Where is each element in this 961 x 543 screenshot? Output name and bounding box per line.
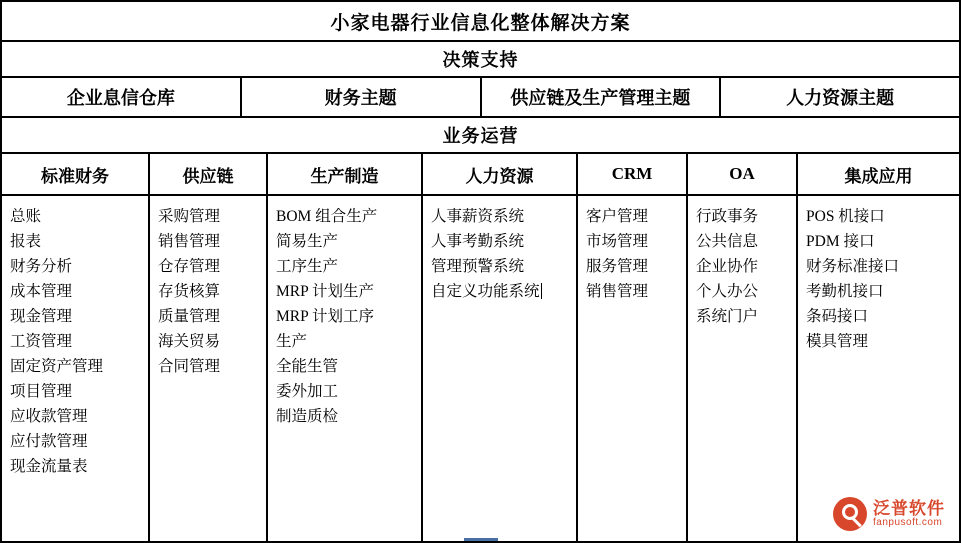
column-body-supply-chain: [150, 196, 266, 541]
list-item[interactable]: 固定资产管理: [10, 358, 104, 375]
column-header-standard-finance: 标准财务: [2, 154, 148, 196]
list-item[interactable]: 工资管理: [10, 333, 73, 350]
theme-row: [2, 78, 959, 118]
column-body-human-resources: [423, 196, 576, 541]
list-item[interactable]: MRP 计划工序: [276, 308, 375, 325]
list-item[interactable]: 销售管理: [586, 283, 649, 300]
column-body-manufacturing: [268, 196, 421, 541]
column-body-oa: [688, 196, 796, 541]
column-header-integration: 集成应用: [798, 154, 959, 196]
list-item[interactable]: 质量管理: [158, 308, 221, 325]
text-cursor: [541, 283, 542, 299]
list-item[interactable]: 客户管理: [586, 208, 649, 225]
column-header-human-resources: 人力资源: [423, 154, 576, 196]
business-operation-band: 业务运营: [2, 118, 959, 154]
theme-cell-hr[interactable]: 人力资源主题: [786, 88, 895, 108]
theme-cell-finance[interactable]: 财务主题: [242, 78, 482, 116]
scroll-indicator[interactable]: [464, 538, 498, 541]
list-item[interactable]: 考勤机接口: [806, 283, 884, 300]
list-item-active[interactable]: [431, 279, 576, 304]
list-item[interactable]: 制造质检: [276, 408, 339, 425]
list-item[interactable]: 人事考勤系统: [431, 233, 525, 250]
column-integration: [798, 154, 959, 541]
list-item[interactable]: 全能生管: [276, 358, 339, 375]
list-item[interactable]: 财务标准接口: [806, 258, 900, 275]
list-item[interactable]: 海关贸易: [158, 333, 221, 350]
module-columns: [2, 154, 959, 541]
list-item[interactable]: 销售管理: [158, 233, 221, 250]
column-human-resources: [423, 154, 578, 541]
list-item[interactable]: POS 机接口: [806, 208, 885, 225]
list-item[interactable]: 应收款管理: [10, 408, 88, 425]
theme-cell-enterprise-warehouse[interactable]: 企业息信仓库: [2, 78, 242, 116]
list-item[interactable]: MRP 计划生产: [276, 283, 375, 300]
list-item[interactable]: 现金流量表: [10, 458, 88, 475]
list-item[interactable]: 合同管理: [158, 358, 221, 375]
watermark-brand-en: fanpusoft.com: [873, 516, 943, 528]
list-item[interactable]: 服务管理: [586, 258, 649, 275]
page-title: 小家电器行业信息化整体解决方案: [2, 2, 959, 42]
list-item[interactable]: 条码接口: [806, 308, 869, 325]
column-header-oa: OA: [688, 154, 796, 196]
list-item[interactable]: 系统门户: [696, 308, 759, 325]
decision-support-band: 决策支持: [2, 42, 959, 78]
theme-cell-supplychain-production[interactable]: 供应链及生产管理主题: [482, 78, 722, 116]
list-item[interactable]: 总账: [10, 208, 42, 225]
column-standard-finance: [2, 154, 150, 541]
list-item[interactable]: 采购管理: [158, 208, 221, 225]
list-item-label: 自定义功能系统: [431, 283, 540, 300]
list-item[interactable]: 存货核算: [158, 283, 221, 300]
list-item[interactable]: 仓存管理: [158, 258, 221, 275]
list-item[interactable]: 生产: [276, 333, 308, 350]
list-item[interactable]: 现金管理: [10, 308, 73, 325]
list-item[interactable]: 模具管理: [806, 333, 869, 350]
list-item[interactable]: 企业协作: [696, 258, 759, 275]
list-item[interactable]: 行政事务: [696, 208, 759, 225]
column-body-standard-finance: [2, 196, 148, 541]
column-manufacturing: [268, 154, 423, 541]
list-item[interactable]: 简易生产: [276, 233, 339, 250]
list-item[interactable]: 报表: [10, 233, 42, 250]
list-item[interactable]: 应付款管理: [10, 433, 88, 450]
column-header-supply-chain: 供应链: [150, 154, 266, 196]
list-item[interactable]: 项目管理: [10, 383, 73, 400]
watermark-brand-cn: 泛普软件: [873, 498, 945, 518]
list-item[interactable]: 管理预警系统: [431, 258, 525, 275]
list-item[interactable]: 财务分析: [10, 258, 73, 275]
list-item[interactable]: 个人办公: [696, 283, 759, 300]
list-item[interactable]: 工序生产: [276, 258, 339, 275]
list-item[interactable]: 人事薪资系统: [431, 208, 525, 225]
column-body-integration: [798, 196, 959, 541]
column-header-manufacturing: 生产制造: [268, 154, 421, 196]
column-body-crm: [578, 196, 686, 541]
column-supply-chain: [150, 154, 268, 541]
column-crm: [578, 154, 688, 541]
list-item[interactable]: PDM 接口: [806, 233, 875, 250]
list-item[interactable]: 成本管理: [10, 283, 73, 300]
list-item[interactable]: 市场管理: [586, 233, 649, 250]
list-item[interactable]: BOM 组合生产: [276, 208, 378, 225]
column-header-crm: CRM: [578, 154, 686, 196]
list-item[interactable]: 委外加工: [276, 383, 339, 400]
column-oa: [688, 154, 798, 541]
list-item[interactable]: 公共信息: [696, 233, 759, 250]
